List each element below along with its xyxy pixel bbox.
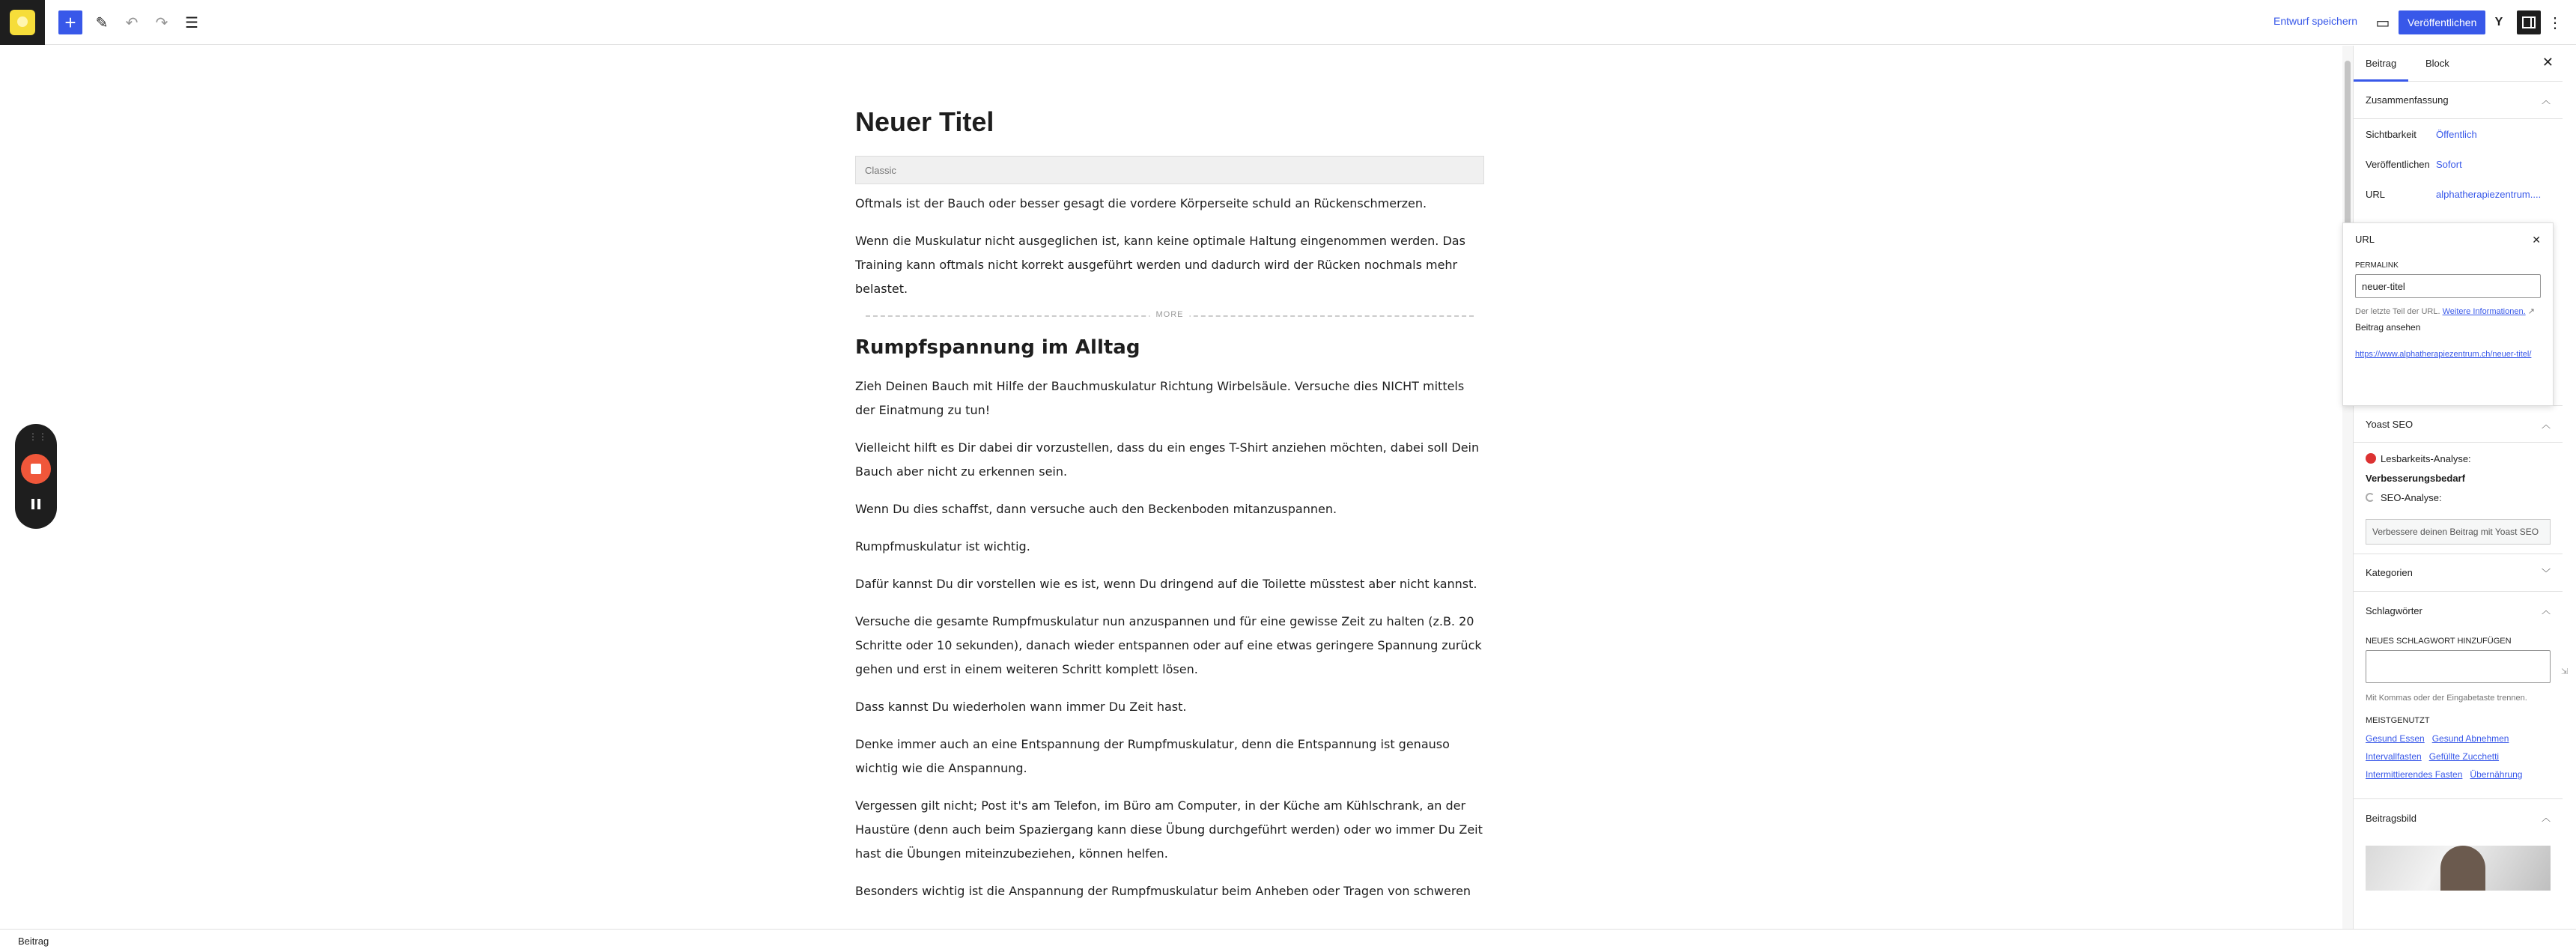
readability-label: Lesbarkeits-Analyse: [2381,452,2471,464]
loading-spinner-icon [2366,493,2375,502]
editor-header [0,0,2576,45]
featured-image-panel [2354,837,2563,900]
visibility-toggle[interactable]: Öffentlich [2436,128,2477,140]
editor-scrollbar[interactable] [2342,46,2353,929]
tag-link[interactable]: Gefüllte Zucchetti [2428,751,2500,762]
featured-image-title: Beitragsbild [2366,812,2416,824]
tag-link[interactable]: Intervallfasten [2366,751,2422,762]
publish-button[interactable]: Veröffentlichen [2399,10,2485,34]
summary-panel-header[interactable] [2354,82,2563,119]
paragraph-block[interactable]: Wenn Du dies schaffst, dann versuche auch den Beckenboden mitanzuspannen. [855,501,1337,516]
chevron-down-icon: ﹀ [2541,568,2551,578]
paragraph-block[interactable]: Zieh Deinen Bauch mit Hilfe der Bauchmuskulatur Richtung Wirbelsäule. Versuche dies NICHT mittels der Einatmung zu tun! [855,378,1465,417]
view-post-link[interactable]: https://www.alphatherapiezentrum.ch/neuer-titel/ [2355,350,2532,359]
heading-block[interactable]: Rumpfspannung im Alltag [855,336,1140,360]
editor-canvas [0,46,2342,929]
post-title[interactable]: Neuer Titel [855,106,994,137]
url-label: URL [2366,188,2386,200]
settings-sidebar [2353,46,2563,929]
chevron-up-icon: ︿ [2541,605,2551,616]
paragraph-block[interactable]: Denke immer auch an eine Entspannung der Rumpfmuskulatur, denn die Entspannung ist genauso wichtig wie die Anspannung. [855,736,1450,775]
readability-status-icon [2366,453,2376,464]
classic-block-toolbar[interactable]: Classic [855,156,1484,184]
seo-label: SEO-Analyse: [2381,491,2442,503]
url-toggle[interactable]: alphatherapiezentrum.... [2436,188,2542,200]
save-draft-button[interactable]: Entwurf speichern [2273,15,2358,27]
categories-title: Kategorien [2366,567,2413,578]
pause-icon[interactable] [28,499,43,514]
more-separator[interactable] [866,310,1474,326]
visibility-label: Sichtbarkeit [2366,128,2416,140]
more-label: MORE [1150,310,1190,319]
tag-link[interactable]: Intermittierendes Fasten [2366,769,2463,780]
more-info-link[interactable]: Weitere Informationen. [2442,307,2526,316]
resize-handle-icon[interactable]: ⇲ [2561,667,2569,676]
permalink-input[interactable]: neuer-titel [2355,274,2541,298]
most-used-tags [2366,730,2551,783]
sidebar-toggle-glyph [2522,16,2536,28]
tags-panel-header[interactable] [2354,592,2563,629]
chevron-up-icon: ︿ [2541,419,2551,430]
options-more-icon[interactable]: ⋮ [2548,14,2563,31]
popover-title: URL [2355,234,2375,245]
preview-icon[interactable]: ▭ [2375,14,2390,31]
paragraph-block[interactable]: Besonders wichtig ist die Anspannung der Rumpfmuskulatur beim Anheben oder Tragen von schweren [855,883,1471,898]
paragraph-block[interactable]: Vergessen gilt nicht; Post it's am Telefon, im Büro am Computer, in der Küche am Kühlschrank, an der Haustüre (denn auch beim Spaziergang kann diese Übung durchgeführt werden) oder wo immer Du Zeit hast die Übungen miteinzubeziehen, können helfen. [855,798,1483,861]
paragraph-block[interactable]: Dass kannst Du wiederholen wann immer Du Zeit hast. [855,699,1187,714]
stop-record-button[interactable] [21,454,51,484]
seo-line [2366,488,2551,507]
readability-line [2366,449,2551,468]
tab-post[interactable]: Beitrag [2354,46,2408,82]
tag-link[interactable]: Übernährung [2470,769,2523,780]
permalink-help-text: Der letzte Teil der URL. [2355,307,2440,316]
document-overview-icon[interactable]: ☰ [185,14,198,31]
paragraph-block[interactable]: Dafür kannst Du dir vorstellen wie es ist, wenn Du dringend auf die Toilette müsstest aber nicht kannst. [855,576,1477,591]
visibility-row [2354,119,2563,149]
tab-block[interactable]: Block [2425,58,2449,69]
permalink-help [2355,306,2541,318]
breadcrumb-item[interactable]: Beitrag [18,935,49,947]
paragraph-block[interactable]: Vielleicht hilft es Dir dabei dir vorzustellen, dass du ein enges T-Shirt anziehen möchten, dabei soll Dein Bauch aber nicht zu erkennen sein. [855,440,1480,479]
publish-date-toggle[interactable]: Sofort [2436,158,2462,170]
site-logo[interactable] [0,0,45,45]
tag-help-text: Mit Kommas oder der Eingabetaste trennen. [2366,694,2527,703]
publish-date-label: Veröffentlichen [2366,158,2430,170]
view-post-label: Beitrag ansehen [2355,322,2421,333]
yoast-icon[interactable]: Y [2494,16,2503,28]
stop-icon [31,464,41,474]
permalink-label: PERMALINK [2355,261,2399,270]
chevron-up-icon: ︿ [2541,813,2551,823]
new-tag-input[interactable] [2366,650,2551,683]
chevron-up-icon: ︿ [2541,95,2551,106]
paragraph-block[interactable]: Wenn die Muskulatur nicht ausgeglichen ist, kann keine optimale Haltung eingenommen werden. Das Training kann oftmals nicht korrekt ausgeführt werden und dadurch wird der Rücken nochmals mehr belastet. [855,234,1465,297]
paragraph-block[interactable]: Versuche die gesamte Rumpfmuskulatur nun anzuspannen und für eine gewisse Zeit zu halten (z.B. 20 Schritte oder 10 sekunden), danach wieder entspannen oder auf eine etwas geringere Spannung zurück gehen und erst in einem weiteren Schritt komplett lösen. [855,613,1482,676]
close-icon[interactable]: ✕ [2532,234,2541,246]
categories-panel-header[interactable] [2354,554,2563,592]
block-breadcrumb [0,929,2576,952]
paragraph-block[interactable]: Oftmals ist der Bauch oder besser gesagt die vordere Körperseite schuld an Rückenschmerzen. [855,196,1427,211]
url-row [2354,179,2563,209]
yoast-panel [2354,443,2563,554]
undo-icon[interactable]: ↶ [125,14,139,31]
featured-image[interactable] [2366,846,2551,891]
tools-pen-icon[interactable]: ✎ [95,14,109,31]
tags-panel [2354,629,2563,799]
new-tag-label: NEUES SCHLAGWORT HINZUFÜGEN [2366,637,2512,646]
featured-image-panel-header[interactable] [2354,799,2563,837]
settings-sidebar-icon[interactable] [2517,10,2541,34]
post-content [855,46,1484,917]
tags-title: Schlagwörter [2366,604,2422,616]
screen-recorder-widget[interactable] [15,424,57,529]
external-link-icon: ↗ [2527,307,2535,316]
paragraph-block[interactable]: Rumpfmuskulatur ist wichtig. [855,539,1030,554]
block-inserter-button[interactable]: + [58,10,82,34]
tag-link[interactable]: Gesund Essen [2366,733,2425,744]
close-icon[interactable]: ✕ [2542,55,2554,70]
sidebar-tabs [2354,46,2563,82]
site-icon [10,10,35,35]
drag-handle-icon[interactable]: ⋮⋮ [28,431,48,442]
tag-link[interactable]: Gesund Abnehmen [2431,733,2509,744]
yoast-title: Yoast SEO [2366,418,2414,430]
yoast-improve-button[interactable]: Verbessere deinen Beitrag mit Yoast SEO [2366,519,2551,545]
summary-title: Zusammenfassung [2366,94,2449,106]
url-popover [2342,222,2554,406]
yoast-panel-header[interactable] [2354,405,2563,443]
most-used-label: MEISTGENUTZT [2366,716,2430,725]
readability-value: Verbesserungsbedarf [2366,472,2465,484]
redo-icon[interactable]: ↷ [155,14,168,31]
publish-date-row [2354,149,2563,179]
